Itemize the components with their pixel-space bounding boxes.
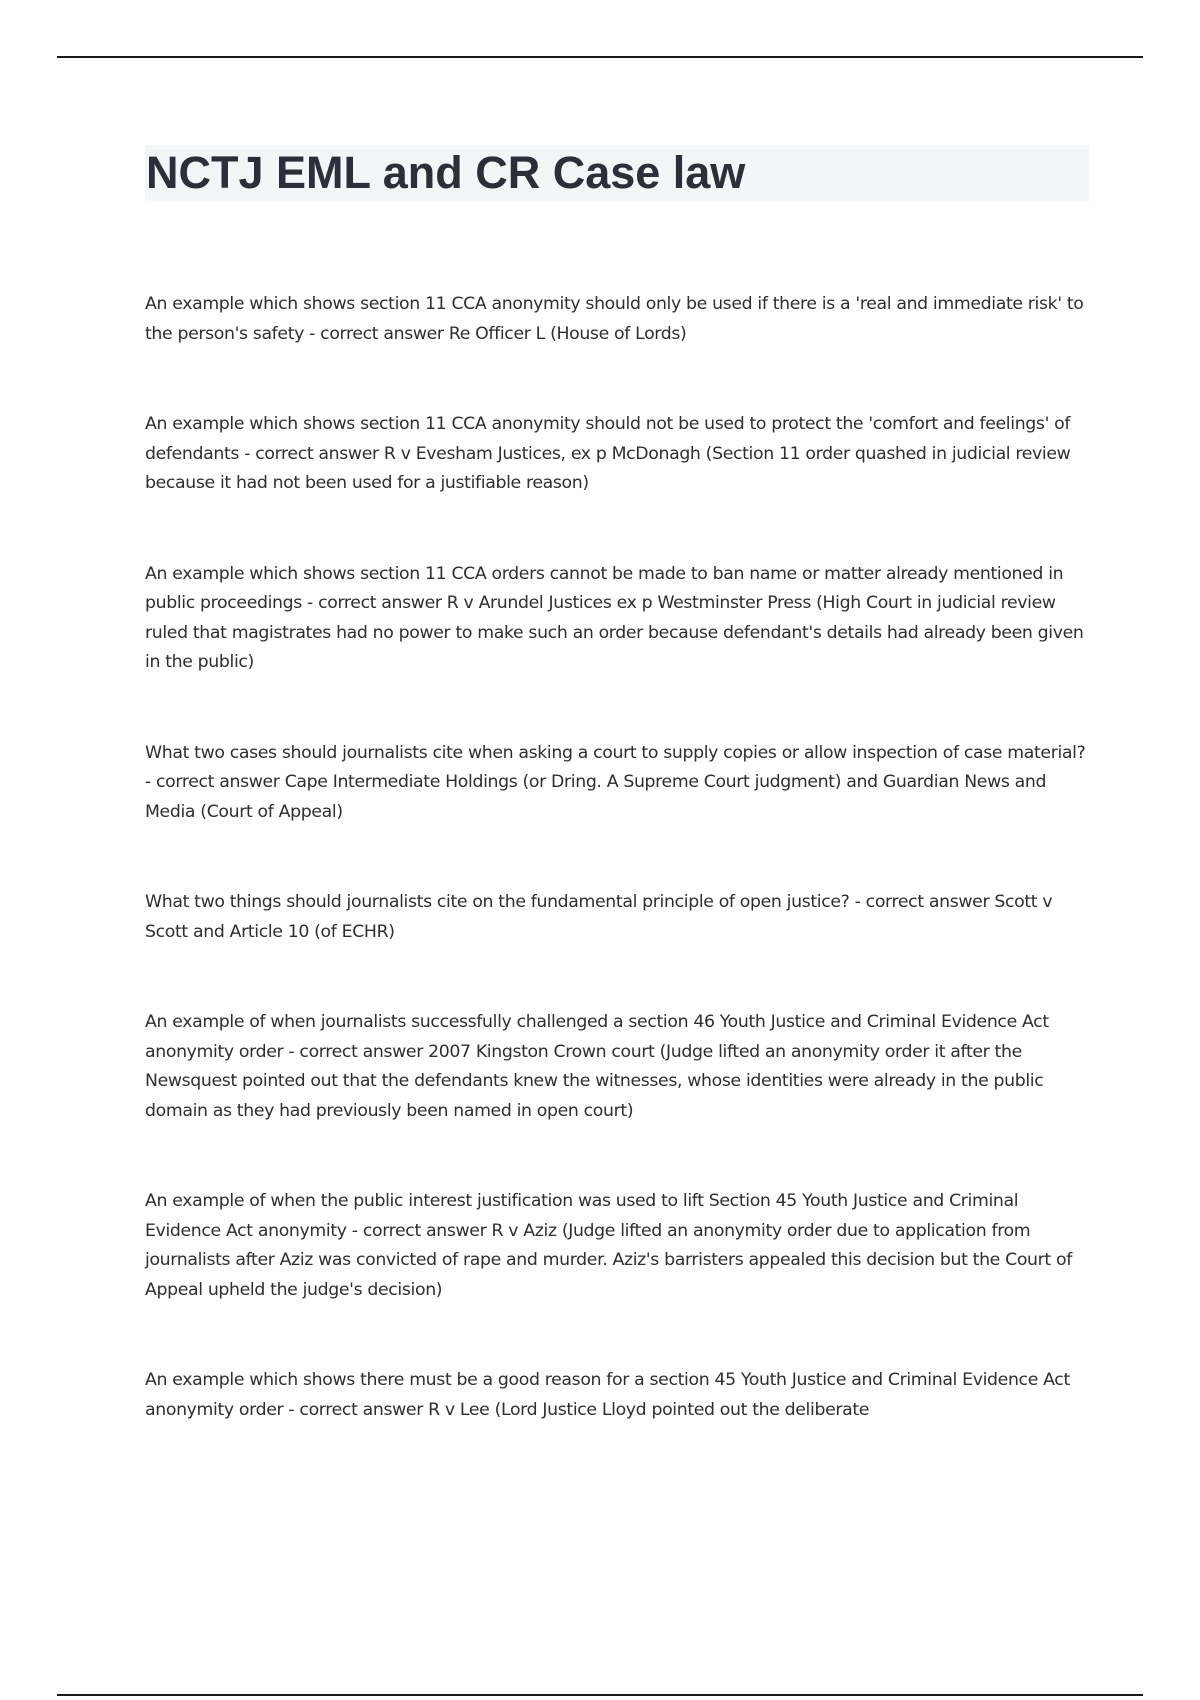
qa-entry: An example of when journalists successfully challenged a section 46 Youth Justice and Criminal Evidence Act anonymity order - correct answer 2007 Kingston Crown court (Judge lifted an anonymity order it after the Newsquest pointed out that the defendants knew the witnesses, whose identities were already in the public domain as they had previously been named in open court) <box>145 1012 1049 1121</box>
qa-entry: An example which shows section 11 CCA anonymity should only be used if there is a 'real and immediate risk' to the person's safety - correct answer Re Officer L (House of Lords) <box>145 294 1084 344</box>
qa-entry: What two cases should journalists cite when asking a court to supply copies or allow inspection of case material? - correct answer Cape Intermediate Holdings (or Dring. A Supreme Court judgment) and Guardian News and Media (Court of Appeal) <box>145 742 1086 822</box>
top-rule <box>57 56 1143 58</box>
qa-entry: What two things should journalists cite on the fundamental principle of open justice? - correct answer Scott v Scott and Article 10 (of ECHR) <box>145 892 1053 942</box>
qa-entry: An example which shows section 11 CCA anonymity should not be used to protect the 'comfort and feelings' of defendants - correct answer R v Evesham Justices, ex p McDonagh (Section 11 order quashed in judicial review because it had not been used for a justifiable reason) <box>145 414 1071 493</box>
qa-entry: An example of when the public interest justification was used to lift Section 45 Youth Justice and Criminal Evidence Act anonymity - correct answer R v Aziz (Judge lifted an anonymity order due to application from journalists after Aziz was convicted of rape and murder. Aziz's barristers appealed this decision but the Court of Appeal upheld the judge's decision) <box>145 1191 1072 1300</box>
bottom-rule <box>57 1694 1143 1696</box>
qa-list <box>145 290 1095 1425</box>
qa-entry: An example which shows there must be a good reason for a section 45 Youth Justice and Criminal Evidence Act anonymity order - correct answer R v Lee (Lord Justice Lloyd pointed out the deliberate <box>145 1370 1070 1420</box>
qa-entry: An example which shows section 11 CCA orders cannot be made to ban name or matter already mentioned in public proceedings - correct answer R v Arundel Justices ex p Westminster Press (High Court in judicial review ruled that magistrates had no power to make such an order because defendant's details had already been given in the public) <box>145 563 1084 672</box>
document-title: NCTJ EML and CR Case law <box>146 147 746 198</box>
